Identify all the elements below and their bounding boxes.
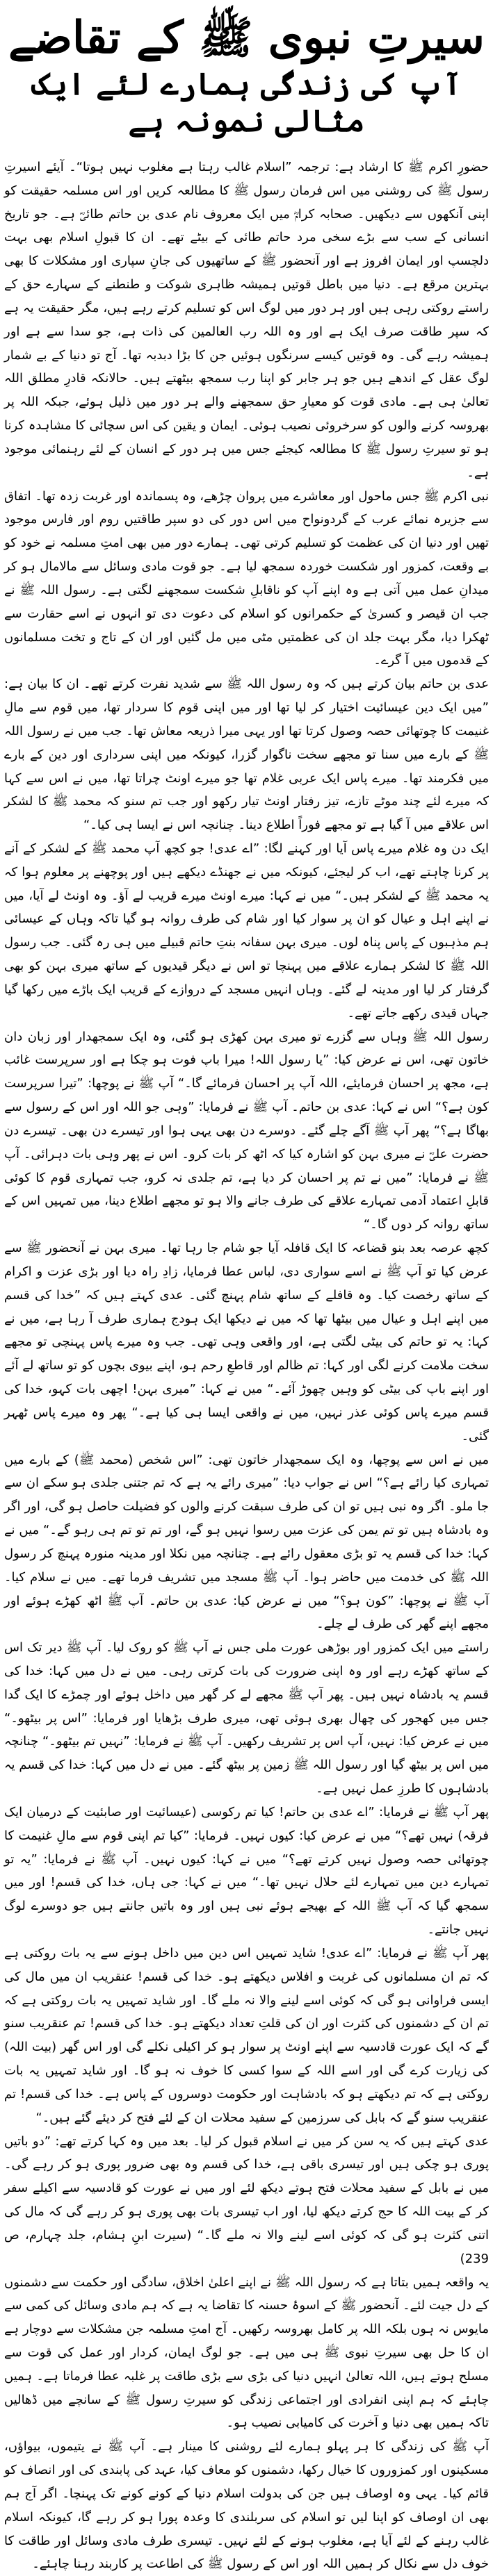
article-paragraph: ایک دن وہ غلام میرے پاس آیا اور کہنے لگا: ”اے عدی! جو کچھ آپ محمد ﷺ کے لشکر کے آنے پر کرنا چاہتے تھے، اب کر لیجئے، کیونکہ میں نے جھنڈے دیکھے ہیں اور پوچھنے پر معلوم ہوا کہ یہ محمد ﷺ کے لشکر ہیں۔“ میں نے کہا: میرے اونٹ میرے قریب لے آؤ۔ وہ اونٹ لے آیا، میں نے اپنے اہل و عیال کو ان پر سوار کیا اور شام کی طرف روانہ ہو گیا تاکہ وہاں کے عیسائی ہم مذہبوں کے پاس پناہ لوں۔ میری بہن سفانہ بنتِ حاتم قبیلے میں ہی رہ گئی۔ جب رسول اللہ ﷺ کا لشکر ہمارے علاقے میں پہنچا تو اس نے دیگر قیدیوں کے ساتھ میری بہن کو بھی گرفتار کر لیا اور مدینہ لے گئے۔ وہاں انہیں مسجد کے دروازے کے قریب ایک باڑے میں رکھا گیا جہاں قیدی رکھے جاتے تھے۔ <box>4 841 489 1021</box>
article-paragraph: پھر آپ ﷺ نے فرمایا: ”اے عدی بن حاتم! کیا تم رکوسی (عیسائیت اور صابئیت کے درمیان ایک فرقہ) نہیں تھے؟“ میں نے عرض کیا: کیوں نہیں۔ فرمایا: ”کیا تم اپنی قوم سے مالِ غنیمت کا چوتھائی حصہ وصول نہیں کرتے تھے؟“ میں نے کہا: کیوں نہیں۔ آپ ﷺ نے فرمایا: ”یہ تو تمہارے دین میں تمہارے لئے حلال نہیں تھا۔“ میں نے کہا: جی ہاں، خدا کی قسم! اور میں سمجھ گیا کہ آپ ﷺ اللہ کے بھیجے ہوئے نبی ہیں اور وہ باتیں جانتے ہیں جو دوسرے لوگ نہیں جانتے۔ <box>4 1804 489 1938</box>
article-paragraph: نبی اکرم ﷺ جس ماحول اور معاشرے میں پروان چڑھے، وہ پسماندہ اور غربت زدہ تھا۔ اتفاق سے جزیرہ نمائے عرب کے گردونواح میں اس دور کی دو سپر طاقتیں روم اور فارس موجود تھیں اور دنیا ان کی عظمت کو تسلیم کرتی تھی۔ ہمارے دور میں بھی امتِ مسلمہ نے خود کو بے وقعت، کمزور اور شکست خوردہ سمجھ لیا ہے۔ جو قوت مادی وسائل سے مالامال ہو کر میدانِ عمل میں آتی ہے وہ اپنے آپ کو ناقابلِ شکست سمجھنے لگتی ہے۔ رسول اللہ ﷺ نے جب ان قیصر و کسریٰ کے حکمرانوں کو اسلام کی دعوت دی تو انہوں نے اسے حقارت سے ٹھکرا دیا، مگر بہت جلد ان کی عظمتیں مٹی میں مل گئیں اور ان کے تاج و تخت مسلمانوں کے قدموں میں آ گرے۔ <box>4 488 489 668</box>
article-paragraph: کچھ عرصہ بعد بنو قضاعہ کا ایک قافلہ آیا جو شام جا رہا تھا۔ میری بہن نے آنحضور ﷺ سے عرض کیا تو آپ ﷺ نے اسے سواری دی، لباس عطا فرمایا، زادِ راہ دیا اور بڑی عزت و اکرام کے ساتھ رخصت کیا۔ وہ قافلے کے ساتھ شام پہنچ گئی۔ عدی کہتے ہیں کہ ”خدا کی قسم میں اپنے اہل و عیال میں بیٹھا تھا کہ میں نے دیکھا ایک ہودج ہماری طرف آ رہا ہے، میں نے کہا: یہ تو حاتم کی بیٹی لگتی ہے، اور واقعی وہی تھی۔ جب وہ میرے پاس پہنچی تو مجھے سخت ملامت کرنے لگی اور کہا: تم ظالم اور قاطعِ رحم ہو، اپنے بیوی بچوں کو تو ساتھ لے آئے اور اپنے باپ کی بیٹی کو وہیں چھوڑ آئے۔“ میں نے کہا: ”میری بہن! اچھی بات کہو، خدا کی قسم میرے پاس کوئی عذر نہیں، میں نے واقعی ایسا ہی کیا ہے۔“ پھر وہ میرے پاس ٹھہر گئی۔ <box>4 1241 489 1444</box>
article-paragraph: حضورِ اکرم ﷺ کا ارشاد ہے: ترجمہ ”اسلام غالب رہتا ہے مغلوب نہیں ہوتا“۔ آیئے اسیرتِ رسول ﷺ کی روشنی میں اس فرمان رسول ﷺ کا مطالعہ کریں اور اس مسلمہ حقیقت کو اپنی آنکھوں سے دیکھیں۔ صحابہ کرامؓ میں ایک معروف نام عدی بن حاتم طائیؓ ہے۔ جو تاریخ انسانی کے سب سے بڑے سخی مرد حاتم طائی کے بیٹے تھے۔ ان کا قبولِ اسلام بھی بہت دلچسپ اور ایمان افروز ہے اور آنحضور ﷺ کے ساتھیوں کی جانِ سپاری اور مشکلات کا بھی بہترین مرقع ہے۔ دنیا میں باطل قوتیں ہمیشہ ظاہری شوکت و طنطنے کے سہارے حق کے راستے روکتی رہی ہیں اور ہر دور میں لوگ اس کو تسلیم کرتے رہے ہیں، مگر حقیقت یہ ہے کہ سپر طاقت صرف ایک ہے اور وہ اللہ رب العالمین کی ذات ہے، جو سدا سے ہے اور ہمیشہ رہے گی۔ وہ قوتیں کیسے سرنگوں ہوئیں جن کا بڑا دبدبہ تھا۔ آج تو دنیا کے بے شمار لوگ عقل کے اندھے ہیں جو ہر جابر کو اپنا رب سمجھ بیٹھتے ہیں۔ حالانکہ قادرِ مطلق اللہ تعالیٰ ہی ہے۔ مادی قوت کو معیارِ حق سمجھنے والے ہر دور میں ذلیل ہوئے، جبکہ اللہ پر بھروسہ کرنے والوں کو سرخروئی نصیب ہوئی۔ ایمان و یقین کی اس سچائی کا مشاہدہ کرنا ہو تو سیرتِ رسول ﷺ کا مطالعہ کیجئے جس میں ہر دور کے انسان کے لئے رہنمائی موجود ہے۔ <box>4 159 489 480</box>
article-paragraph: راستے میں ایک کمزور اور بوڑھی عورت ملی جس نے آپ ﷺ کو روک لیا۔ آپ ﷺ دیر تک اس کے ساتھ کھڑے رہے اور وہ اپنی ضرورت کی بات کرتی رہی۔ میں نے دل میں کہا: خدا کی قسم یہ بادشاہ نہیں ہیں۔ پھر آپ ﷺ مجھے لے کر گھر میں داخل ہوئے اور چمڑے کا ایک گدا جس میں کھجور کی چھال بھری ہوئی تھی، میری طرف بڑھایا اور فرمایا: ”اس پر بیٹھو۔“ میں نے عرض کیا: نہیں، آپ اس پر تشریف رکھیں۔ آپ ﷺ نے فرمایا: ”نہیں تم بیٹھو۔“ چنانچہ میں اس پر بیٹھ گیا اور رسول اللہ ﷺ زمین پر بیٹھ گئے۔ میں نے دل میں کہا: خدا کی قسم یہ بادشاہوں کا طرزِ عمل نہیں ہے۔ <box>4 1640 489 1797</box>
page-title: سیرتِ نبوی ﷺ کے تقاضے <box>8 12 485 64</box>
article-body <box>4 156 489 2576</box>
article-paragraph: عدی کہتے ہیں کہ یہ سن کر میں نے اسلام قبول کر لیا۔ بعد میں وہ کہا کرتے تھے: ”دو باتیں پوری ہو چکی ہیں اور تیسری باقی ہے، خدا کی قسم وہ بھی ضرور پوری ہو کر رہے گی۔ میں نے بابل کے سفید محلات فتح ہوتے دیکھ لئے اور میں نے عورت کو قادسیہ سے اکیلے سفر کر کے بیت اللہ کا حج کرتے دیکھ لیا، اور اب تیسری بات بھی پوری ہو کر رہے گی کہ مال کی اتنی کثرت ہو گی کہ کوئی اسے لینے والا نہ ملے گا۔“ (سیرت ابنِ ہشام، جلد چہارم، ص 239) <box>4 2133 489 2266</box>
article-paragraph: عدی بن حاتم بیان کرتے ہیں کہ وہ رسول اللہ ﷺ سے شدید نفرت کرتے تھے۔ ان کا بیان ہے: ”میں ایک دین عیسائیت اختیار کر لیا تھا اور میں اپنی قوم کا سردار تھا، میں قوم سے مالِ غنیمت کا چوتھائی حصہ وصول کرتا تھا اور یہی میرا ذریعہ معاش تھا۔ جب میں نے رسول اللہ ﷺ کے بارے میں سنا تو مجھے سخت ناگوار گزرا، کیونکہ میں اپنی سرداری اور دین کے بارے میں فکرمند تھا۔ میرے پاس ایک عربی غلام تھا جو میرے اونٹ چراتا تھا، میں نے اس سے کہا کہ میرے لئے چند موٹے تازے، تیز رفتار اونٹ تیار رکھو اور جب تم سنو کہ محمد ﷺ کا لشکر اس علاقے میں آ گیا ہے تو مجھے فوراً اطلاع دینا۔ چنانچہ اس نے ایسا ہی کیا۔“ <box>4 677 489 833</box>
article-paragraph: رسول اللہ ﷺ وہاں سے گزرے تو میری بہن کھڑی ہو گئی، وہ ایک سمجھدار اور زبان دان خاتون تھی، اس نے عرض کیا: ”یا رسول اللہ! میرا باپ فوت ہو چکا ہے اور سرپرست غائب ہے، مجھ پر احسان فرمایئے، اللہ آپ پر احسان فرمائے گا۔“ آپ ﷺ نے پوچھا: ”تیرا سرپرست کون ہے؟“ اس نے کہا: عدی بن حاتم۔ آپ ﷺ نے فرمایا: ”وہی جو اللہ اور اس کے رسول سے بھاگا ہے؟“ پھر آپ ﷺ آگے چلے گئے۔ دوسرے دن بھی یہی ہوا اور تیسرے دن بھی۔ تیسرے دن حضرت علیؓ نے میری بہن کو اشارہ کیا کہ اٹھ کر بات کرو۔ اس نے پھر وہی بات دہرائی۔ آپ ﷺ نے فرمایا: ”میں نے تم پر احسان کر دیا ہے، تم جلدی نہ کرو، جب تمہاری قوم کا کوئی قابلِ اعتماد آدمی تمہارے علاقے کی طرف جانے والا ہو تو مجھے اطلاع دینا، میں تمہیں اس کے ساتھ روانہ کر دوں گا۔“ <box>4 1029 489 1232</box>
article-paragraph: پھر آپ ﷺ نے فرمایا: ”اے عدی! شاید تمہیں اس دین میں داخل ہونے سے یہ بات روکتی ہے کہ تم ان مسلمانوں کی غربت و افلاس دیکھتے ہو۔ خدا کی قسم! عنقریب ان میں مال کی ایسی فراوانی ہو گی کہ کوئی اسے لینے والا نہ ملے گا۔ اور شاید تمہیں یہ بات روکتی ہے کہ تم ان کے دشمنوں کی کثرت اور ان کی قلتِ تعداد دیکھتے ہو۔ خدا کی قسم! تم عنقریب سنو گے کہ ایک عورت قادسیہ سے اپنے اونٹ پر سوار ہو کر اکیلی نکلے گی اور اس گھر (بیت اللہ) کی زیارت کرے گی اور اسے اللہ کے سوا کسی کا خوف نہ ہو گا۔ اور شاید تمہیں یہ بات روکتی ہے کہ تم دیکھتے ہو کہ بادشاہت اور حکومت دوسروں کے پاس ہے۔ خدا کی قسم! تم عنقریب سنو گے کہ بابل کی سرزمین کے سفید محلات ان کے لئے فتح کر دیئے گئے ہیں۔“ <box>4 1945 489 2125</box>
page-subtitle: آپ کی زندگی ہمارے لئے ایک مثالی نمونہ ہے <box>31 67 462 140</box>
article-paragraph: یہ واقعہ ہمیں بتاتا ہے کہ رسول اللہ ﷺ نے اپنے اعلیٰ اخلاق، سادگی اور حکمت سے دشمنوں کے دل جیت لئے۔ آنحضور ﷺ کے اسوۂ حسنہ کا تقاضا یہ ہے کہ ہم مادی وسائل کی کمی سے مایوس نہ ہوں بلکہ اللہ پر کامل بھروسہ رکھیں۔ آج امتِ مسلمہ جن مشکلات سے دوچار ہے ان کا حل بھی سیرتِ نبوی ﷺ ہی میں ہے۔ جو لوگ ایمان، کردار اور عمل کی قوت سے مسلح ہوتے ہیں، اللہ تعالیٰ انہیں دنیا کی بڑی سے بڑی طاقت پر غلبہ عطا فرماتا ہے۔ ہمیں چاہئے کہ ہم اپنی انفرادی اور اجتماعی زندگی کو سیرتِ رسول ﷺ کے سانچے میں ڈھالیں تاکہ ہمیں بھی دنیا و آخرت کی کامیابی نصیب ہو۔ <box>4 2274 489 2431</box>
article-paragraph: آپ ﷺ کی زندگی کا ہر پہلو ہمارے لئے روشنی کا مینار ہے۔ آپ ﷺ نے یتیموں، بیواؤں، مسکینوں اور کمزوروں کا خیال رکھا، دشمنوں کو معاف کیا، عہد کی پابندی کی اور انصاف کو قائم کیا۔ یہی وہ اوصاف ہیں جن کی بدولت اسلام دنیا کے کونے کونے تک پہنچا۔ اگر آج ہم بھی ان اوصاف کو اپنا لیں تو اسلام کی سربلندی کا وعدہ پورا ہو کر رہے گا، کیونکہ اسلام غالب رہنے کے لئے آیا ہے، مغلوب ہونے کے لئے نہیں۔ تیسری طرف مادی وسائل اور طاقت کا خوف دل سے نکال کر ہمیں اللہ اور اس کے رسول ﷺ کی اطاعت پر کاربند رہنا چاہئے۔ <box>4 2439 489 2572</box>
article-paragraph: میں نے اس سے پوچھا، وہ ایک سمجھدار خاتون تھی: ”اس شخص (محمد ﷺ) کے بارے میں تمہاری کیا رائے ہے؟“ اس نے جواب دیا: ”میری رائے یہ ہے کہ تم جتنی جلدی ہو سکے ان سے جا ملو۔ اگر وہ نبی ہیں تو ان کی طرف سبقت کرنے والوں کو فضیلت حاصل ہو گی، اور اگر وہ بادشاہ ہیں تو تم یمن کی عزت میں رسوا نہیں ہو گے، اور تم تو تم ہی رہو گے۔“ میں نے کہا: خدا کی قسم یہ تو بڑی معقول رائے ہے۔ چنانچہ میں نکلا اور مدینہ منورہ پہنچ کر رسول اللہ ﷺ کی خدمت میں حاضر ہوا۔ آپ ﷺ مسجد میں تشریف فرما تھے۔ میں نے سلام کیا۔ آپ ﷺ نے پوچھا: ”کون ہو؟“ میں نے عرض کیا: عدی بن حاتم۔ آپ ﷺ اٹھ کھڑے ہوئے اور مجھے اپنے گھر کی طرف لے چلے۔ <box>4 1452 489 1632</box>
